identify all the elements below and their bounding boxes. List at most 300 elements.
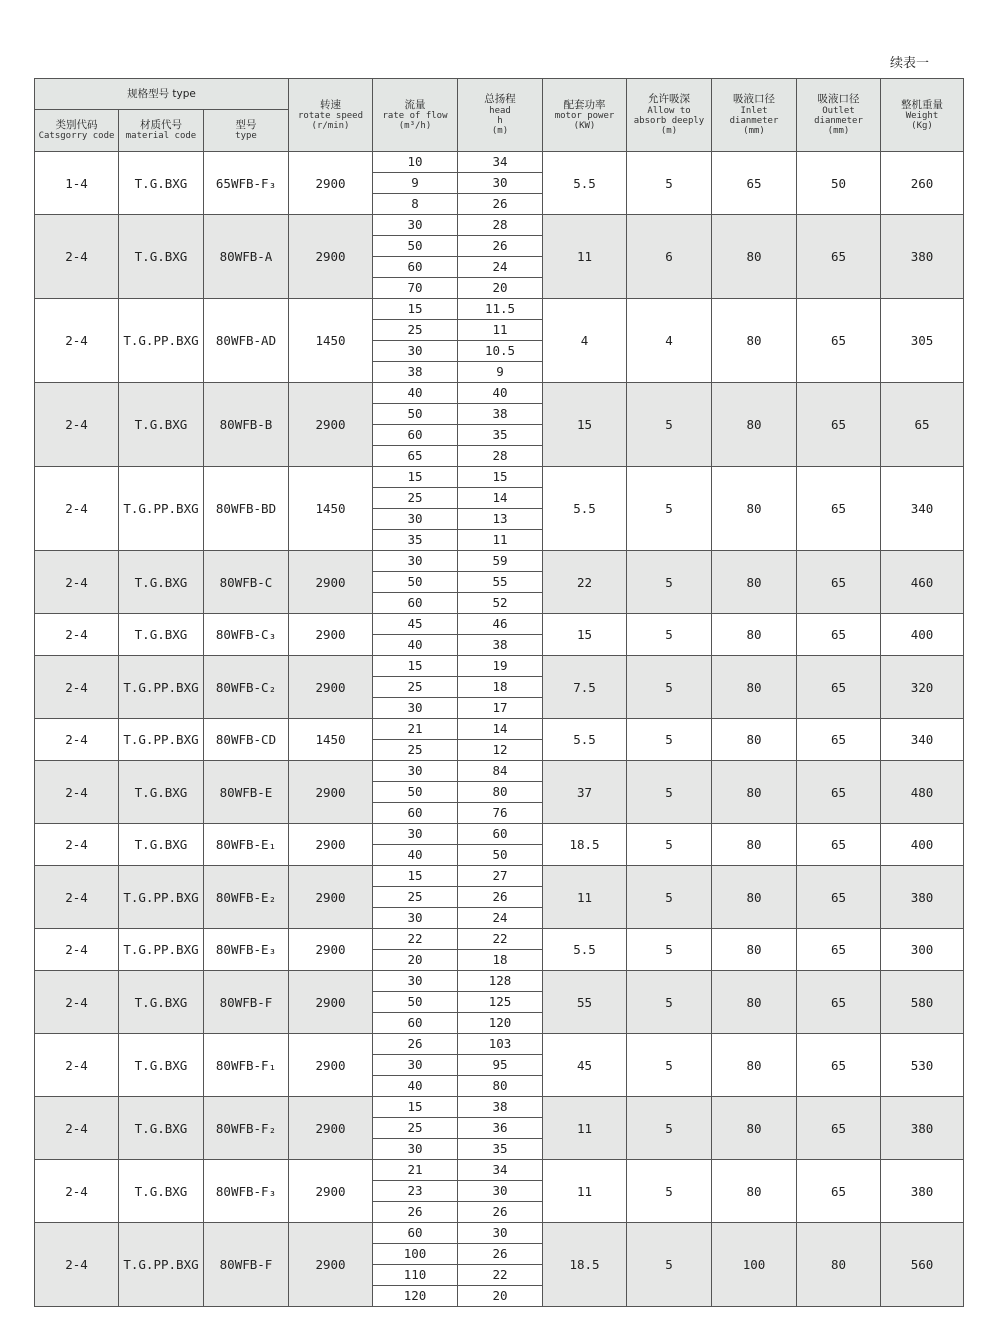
outlet-cell: 65 bbox=[797, 1160, 881, 1223]
flow-cell: 9 bbox=[373, 173, 458, 194]
head-cell: 95 bbox=[458, 1055, 543, 1076]
type-cell: 80WFB-A bbox=[204, 215, 289, 299]
speed-cell: 2900 bbox=[289, 866, 373, 929]
head-cell: 26 bbox=[458, 236, 543, 257]
speed-cell: 1450 bbox=[289, 719, 373, 761]
weight-cell: 260 bbox=[881, 152, 964, 215]
material-cell: T.G.PP.BXG bbox=[119, 719, 204, 761]
flow-cell: 10 bbox=[373, 152, 458, 173]
suction-cell: 5 bbox=[627, 1160, 712, 1223]
type-cell: 80WFB-F bbox=[204, 971, 289, 1034]
head-cell: 18 bbox=[458, 950, 543, 971]
flow-cell: 30 bbox=[373, 1055, 458, 1076]
flow-cell: 60 bbox=[373, 425, 458, 446]
category-cell: 2-4 bbox=[35, 215, 119, 299]
type-cell: 80WFB-BD bbox=[204, 467, 289, 551]
flow-cell: 15 bbox=[373, 866, 458, 887]
weight-header: 整机重量 Weight (Kg) bbox=[881, 79, 964, 152]
flow-cell: 15 bbox=[373, 299, 458, 320]
speed-cell: 1450 bbox=[289, 299, 373, 383]
material-header: 材质代号 material code bbox=[119, 110, 204, 152]
flow-cell: 21 bbox=[373, 719, 458, 740]
flow-cell: 30 bbox=[373, 551, 458, 572]
type-cell: 80WFB-B bbox=[204, 383, 289, 467]
category-cell: 2-4 bbox=[35, 971, 119, 1034]
flow-cell: 30 bbox=[373, 1139, 458, 1160]
head-cell: 11.5 bbox=[458, 299, 543, 320]
flow-cell: 40 bbox=[373, 845, 458, 866]
table-row bbox=[35, 467, 964, 488]
speed-cell: 2900 bbox=[289, 656, 373, 719]
type-cell: 80WFB-E₂ bbox=[204, 866, 289, 929]
inlet-cell: 80 bbox=[712, 656, 797, 719]
weight-cell: 580 bbox=[881, 971, 964, 1034]
head-cell: 35 bbox=[458, 425, 543, 446]
head-cell: 76 bbox=[458, 803, 543, 824]
flow-cell: 50 bbox=[373, 236, 458, 257]
table-row bbox=[35, 383, 964, 404]
power-cell: 5.5 bbox=[543, 467, 627, 551]
category-header: 类别代码 Catsgorry code bbox=[35, 110, 119, 152]
head-cell: 46 bbox=[458, 614, 543, 635]
head-cell: 38 bbox=[458, 1097, 543, 1118]
suction-cell: 5 bbox=[627, 614, 712, 656]
table-body bbox=[35, 152, 964, 1307]
head-cell: 20 bbox=[458, 1286, 543, 1307]
flow-cell: 60 bbox=[373, 803, 458, 824]
outlet-cell: 65 bbox=[797, 383, 881, 467]
flow-cell: 21 bbox=[373, 1160, 458, 1181]
type-cell: 80WFB-F₃ bbox=[204, 1160, 289, 1223]
flow-cell: 100 bbox=[373, 1244, 458, 1265]
table-row bbox=[35, 215, 964, 236]
flow-cell: 50 bbox=[373, 572, 458, 593]
flow-cell: 40 bbox=[373, 635, 458, 656]
power-cell: 15 bbox=[543, 383, 627, 467]
category-cell: 2-4 bbox=[35, 1160, 119, 1223]
head-cell: 30 bbox=[458, 1223, 543, 1244]
speed-cell: 2900 bbox=[289, 1160, 373, 1223]
speed-cell: 2900 bbox=[289, 824, 373, 866]
flow-cell: 35 bbox=[373, 530, 458, 551]
weight-cell: 380 bbox=[881, 215, 964, 299]
weight-cell: 400 bbox=[881, 614, 964, 656]
head-cell: 30 bbox=[458, 1181, 543, 1202]
type-cell: 80WFB-E₃ bbox=[204, 929, 289, 971]
outlet-header: 吸液口径 Outlet dianmeter (mm) bbox=[797, 79, 881, 152]
suction-cell: 5 bbox=[627, 656, 712, 719]
head-cell: 36 bbox=[458, 1118, 543, 1139]
type-cell: 80WFB-F bbox=[204, 1223, 289, 1307]
suction-cell: 5 bbox=[627, 824, 712, 866]
flow-cell: 25 bbox=[373, 320, 458, 341]
table-row bbox=[35, 824, 964, 845]
table-row bbox=[35, 929, 964, 950]
head-cell: 28 bbox=[458, 446, 543, 467]
category-cell: 1-4 bbox=[35, 152, 119, 215]
head-cell: 9 bbox=[458, 362, 543, 383]
outlet-cell: 65 bbox=[797, 299, 881, 383]
flow-cell: 70 bbox=[373, 278, 458, 299]
head-cell: 15 bbox=[458, 467, 543, 488]
inlet-header: 吸液口径 Inlet dianmeter (mm) bbox=[712, 79, 797, 152]
inlet-cell: 80 bbox=[712, 1034, 797, 1097]
flow-cell: 25 bbox=[373, 677, 458, 698]
weight-cell: 340 bbox=[881, 467, 964, 551]
suction-cell: 5 bbox=[627, 1223, 712, 1307]
inlet-cell: 80 bbox=[712, 467, 797, 551]
outlet-cell: 65 bbox=[797, 1034, 881, 1097]
flow-cell: 23 bbox=[373, 1181, 458, 1202]
inlet-cell: 100 bbox=[712, 1223, 797, 1307]
flow-cell: 25 bbox=[373, 887, 458, 908]
type-header: 型号 type bbox=[204, 110, 289, 152]
material-cell: T.G.BXG bbox=[119, 215, 204, 299]
outlet-cell: 80 bbox=[797, 1223, 881, 1307]
table-row bbox=[35, 1160, 964, 1181]
speed-cell: 2900 bbox=[289, 1097, 373, 1160]
power-cell: 4 bbox=[543, 299, 627, 383]
suction-cell: 5 bbox=[627, 719, 712, 761]
table-row bbox=[35, 1034, 964, 1055]
material-cell: T.G.BXG bbox=[119, 614, 204, 656]
head-cell: 80 bbox=[458, 1076, 543, 1097]
speed-cell: 2900 bbox=[289, 1223, 373, 1307]
head-cell: 22 bbox=[458, 929, 543, 950]
pump-spec-table bbox=[34, 78, 964, 1307]
material-cell: T.G.PP.BXG bbox=[119, 1223, 204, 1307]
material-cell: T.G.PP.BXG bbox=[119, 299, 204, 383]
flow-cell: 30 bbox=[373, 971, 458, 992]
head-cell: 34 bbox=[458, 152, 543, 173]
table-row bbox=[35, 299, 964, 320]
head-cell: 22 bbox=[458, 1265, 543, 1286]
spec-group-header: 规格型号 type bbox=[35, 79, 289, 110]
suction-cell: 5 bbox=[627, 866, 712, 929]
material-cell: T.G.BXG bbox=[119, 152, 204, 215]
flow-cell: 25 bbox=[373, 488, 458, 509]
speed-cell: 2900 bbox=[289, 614, 373, 656]
head-cell: 24 bbox=[458, 257, 543, 278]
power-cell: 5.5 bbox=[543, 929, 627, 971]
type-cell: 65WFB-F₃ bbox=[204, 152, 289, 215]
flow-cell: 40 bbox=[373, 383, 458, 404]
weight-cell: 480 bbox=[881, 761, 964, 824]
weight-cell: 305 bbox=[881, 299, 964, 383]
flow-cell: 50 bbox=[373, 404, 458, 425]
category-cell: 2-4 bbox=[35, 656, 119, 719]
speed-cell: 2900 bbox=[289, 551, 373, 614]
outlet-cell: 65 bbox=[797, 719, 881, 761]
material-cell: T.G.PP.BXG bbox=[119, 656, 204, 719]
table-row bbox=[35, 761, 964, 782]
head-cell: 11 bbox=[458, 320, 543, 341]
outlet-cell: 50 bbox=[797, 152, 881, 215]
flow-cell: 15 bbox=[373, 467, 458, 488]
category-cell: 2-4 bbox=[35, 719, 119, 761]
head-cell: 38 bbox=[458, 635, 543, 656]
flow-cell: 120 bbox=[373, 1286, 458, 1307]
inlet-cell: 80 bbox=[712, 215, 797, 299]
suction-header: 允许吸深 Allow to absorb deeply (m) bbox=[627, 79, 712, 152]
weight-cell: 560 bbox=[881, 1223, 964, 1307]
weight-cell: 400 bbox=[881, 824, 964, 866]
speed-cell: 2900 bbox=[289, 761, 373, 824]
head-cell: 80 bbox=[458, 782, 543, 803]
outlet-cell: 65 bbox=[797, 824, 881, 866]
material-cell: T.G.BXG bbox=[119, 1097, 204, 1160]
suction-cell: 5 bbox=[627, 467, 712, 551]
weight-cell: 380 bbox=[881, 866, 964, 929]
head-cell: 128 bbox=[458, 971, 543, 992]
head-cell: 55 bbox=[458, 572, 543, 593]
category-cell: 2-4 bbox=[35, 467, 119, 551]
flow-cell: 60 bbox=[373, 593, 458, 614]
category-cell: 2-4 bbox=[35, 1097, 119, 1160]
suction-cell: 5 bbox=[627, 761, 712, 824]
head-cell: 19 bbox=[458, 656, 543, 677]
flow-cell: 30 bbox=[373, 341, 458, 362]
speed-header: 转速 rotate speed (r/min) bbox=[289, 79, 373, 152]
head-cell: 26 bbox=[458, 1202, 543, 1223]
speed-cell: 2900 bbox=[289, 929, 373, 971]
power-cell: 18.5 bbox=[543, 824, 627, 866]
inlet-cell: 80 bbox=[712, 824, 797, 866]
head-cell: 40 bbox=[458, 383, 543, 404]
inlet-cell: 80 bbox=[712, 971, 797, 1034]
flow-cell: 45 bbox=[373, 614, 458, 635]
category-cell: 2-4 bbox=[35, 614, 119, 656]
head-cell: 34 bbox=[458, 1160, 543, 1181]
material-cell: T.G.BXG bbox=[119, 1034, 204, 1097]
power-cell: 37 bbox=[543, 761, 627, 824]
outlet-cell: 65 bbox=[797, 551, 881, 614]
power-cell: 11 bbox=[543, 1097, 627, 1160]
category-cell: 2-4 bbox=[35, 824, 119, 866]
flow-cell: 60 bbox=[373, 257, 458, 278]
power-cell: 11 bbox=[543, 215, 627, 299]
power-cell: 5.5 bbox=[543, 152, 627, 215]
head-cell: 18 bbox=[458, 677, 543, 698]
flow-cell: 15 bbox=[373, 656, 458, 677]
head-cell: 120 bbox=[458, 1013, 543, 1034]
flow-cell: 40 bbox=[373, 1076, 458, 1097]
head-cell: 10.5 bbox=[458, 341, 543, 362]
material-cell: T.G.BXG bbox=[119, 1160, 204, 1223]
head-cell: 27 bbox=[458, 866, 543, 887]
type-cell: 80WFB-E bbox=[204, 761, 289, 824]
flow-cell: 30 bbox=[373, 824, 458, 845]
inlet-cell: 80 bbox=[712, 929, 797, 971]
inlet-cell: 80 bbox=[712, 1160, 797, 1223]
suction-cell: 4 bbox=[627, 299, 712, 383]
outlet-cell: 65 bbox=[797, 971, 881, 1034]
speed-cell: 2900 bbox=[289, 215, 373, 299]
head-cell: 20 bbox=[458, 278, 543, 299]
outlet-cell: 65 bbox=[797, 215, 881, 299]
head-cell: 38 bbox=[458, 404, 543, 425]
material-cell: T.G.BXG bbox=[119, 824, 204, 866]
table-row bbox=[35, 152, 964, 173]
power-cell: 55 bbox=[543, 971, 627, 1034]
type-cell: 80WFB-F₁ bbox=[204, 1034, 289, 1097]
head-cell: 26 bbox=[458, 194, 543, 215]
head-cell: 60 bbox=[458, 824, 543, 845]
material-cell: T.G.BXG bbox=[119, 551, 204, 614]
speed-cell: 2900 bbox=[289, 383, 373, 467]
power-cell: 11 bbox=[543, 866, 627, 929]
inlet-cell: 80 bbox=[712, 761, 797, 824]
table-row bbox=[35, 719, 964, 740]
suction-cell: 5 bbox=[627, 383, 712, 467]
head-cell: 17 bbox=[458, 698, 543, 719]
suction-cell: 6 bbox=[627, 215, 712, 299]
head-cell: 28 bbox=[458, 215, 543, 236]
outlet-cell: 65 bbox=[797, 761, 881, 824]
head-cell: 103 bbox=[458, 1034, 543, 1055]
material-cell: T.G.PP.BXG bbox=[119, 866, 204, 929]
power-header: 配套功率 motor power (KW) bbox=[543, 79, 627, 152]
table-row bbox=[35, 614, 964, 635]
head-cell: 24 bbox=[458, 908, 543, 929]
weight-cell: 320 bbox=[881, 656, 964, 719]
flow-cell: 26 bbox=[373, 1034, 458, 1055]
head-cell: 26 bbox=[458, 1244, 543, 1265]
head-cell: 125 bbox=[458, 992, 543, 1013]
flow-cell: 15 bbox=[373, 1097, 458, 1118]
power-cell: 5.5 bbox=[543, 719, 627, 761]
flow-cell: 30 bbox=[373, 215, 458, 236]
flow-cell: 60 bbox=[373, 1013, 458, 1034]
flow-cell: 20 bbox=[373, 950, 458, 971]
outlet-cell: 65 bbox=[797, 614, 881, 656]
weight-cell: 460 bbox=[881, 551, 964, 614]
inlet-cell: 80 bbox=[712, 299, 797, 383]
table-row bbox=[35, 971, 964, 992]
type-cell: 80WFB-AD bbox=[204, 299, 289, 383]
flow-cell: 22 bbox=[373, 929, 458, 950]
category-cell: 2-4 bbox=[35, 761, 119, 824]
type-cell: 80WFB-E₁ bbox=[204, 824, 289, 866]
outlet-cell: 65 bbox=[797, 866, 881, 929]
suction-cell: 5 bbox=[627, 1034, 712, 1097]
head-cell: 11 bbox=[458, 530, 543, 551]
suction-cell: 5 bbox=[627, 551, 712, 614]
flow-cell: 50 bbox=[373, 782, 458, 803]
power-cell: 18.5 bbox=[543, 1223, 627, 1307]
material-cell: T.G.BXG bbox=[119, 971, 204, 1034]
flow-cell: 30 bbox=[373, 908, 458, 929]
speed-cell: 2900 bbox=[289, 1034, 373, 1097]
inlet-cell: 80 bbox=[712, 1097, 797, 1160]
head-cell: 59 bbox=[458, 551, 543, 572]
category-cell: 2-4 bbox=[35, 383, 119, 467]
weight-cell: 530 bbox=[881, 1034, 964, 1097]
power-cell: 7.5 bbox=[543, 656, 627, 719]
type-cell: 80WFB-C bbox=[204, 551, 289, 614]
category-cell: 2-4 bbox=[35, 866, 119, 929]
weight-cell: 380 bbox=[881, 1160, 964, 1223]
head-cell: 52 bbox=[458, 593, 543, 614]
head-header: 总扬程 head h (m) bbox=[458, 79, 543, 152]
table-row bbox=[35, 1097, 964, 1118]
table-header bbox=[35, 79, 964, 152]
head-cell: 84 bbox=[458, 761, 543, 782]
inlet-cell: 80 bbox=[712, 614, 797, 656]
table-row bbox=[35, 551, 964, 572]
flow-cell: 25 bbox=[373, 740, 458, 761]
continued-label: 续表一 bbox=[890, 56, 930, 71]
type-cell: 80WFB-CD bbox=[204, 719, 289, 761]
head-cell: 13 bbox=[458, 509, 543, 530]
inlet-cell: 80 bbox=[712, 866, 797, 929]
inlet-cell: 65 bbox=[712, 152, 797, 215]
speed-cell: 2900 bbox=[289, 971, 373, 1034]
outlet-cell: 65 bbox=[797, 467, 881, 551]
head-cell: 50 bbox=[458, 845, 543, 866]
suction-cell: 5 bbox=[627, 152, 712, 215]
weight-cell: 300 bbox=[881, 929, 964, 971]
power-cell: 11 bbox=[543, 1160, 627, 1223]
head-cell: 35 bbox=[458, 1139, 543, 1160]
speed-cell: 1450 bbox=[289, 467, 373, 551]
material-cell: T.G.BXG bbox=[119, 761, 204, 824]
table-row bbox=[35, 656, 964, 677]
flow-cell: 38 bbox=[373, 362, 458, 383]
power-cell: 15 bbox=[543, 614, 627, 656]
outlet-cell: 65 bbox=[797, 1097, 881, 1160]
inlet-cell: 80 bbox=[712, 719, 797, 761]
flow-cell: 30 bbox=[373, 698, 458, 719]
flow-cell: 50 bbox=[373, 992, 458, 1013]
flow-cell: 110 bbox=[373, 1265, 458, 1286]
suction-cell: 5 bbox=[627, 1097, 712, 1160]
category-cell: 2-4 bbox=[35, 551, 119, 614]
type-cell: 80WFB-F₂ bbox=[204, 1097, 289, 1160]
table-row bbox=[35, 866, 964, 887]
flow-cell: 8 bbox=[373, 194, 458, 215]
head-cell: 14 bbox=[458, 488, 543, 509]
material-cell: T.G.BXG bbox=[119, 383, 204, 467]
flow-cell: 65 bbox=[373, 446, 458, 467]
flow-header: 流量 rate of flow (m³/h) bbox=[373, 79, 458, 152]
material-cell: T.G.PP.BXG bbox=[119, 467, 204, 551]
outlet-cell: 65 bbox=[797, 929, 881, 971]
category-cell: 2-4 bbox=[35, 1223, 119, 1307]
outlet-cell: 65 bbox=[797, 656, 881, 719]
flow-cell: 30 bbox=[373, 509, 458, 530]
weight-cell: 380 bbox=[881, 1097, 964, 1160]
category-cell: 2-4 bbox=[35, 299, 119, 383]
speed-cell: 2900 bbox=[289, 152, 373, 215]
suction-cell: 5 bbox=[627, 971, 712, 1034]
type-cell: 80WFB-C₃ bbox=[204, 614, 289, 656]
flow-cell: 26 bbox=[373, 1202, 458, 1223]
type-cell: 80WFB-C₂ bbox=[204, 656, 289, 719]
suction-cell: 5 bbox=[627, 929, 712, 971]
power-cell: 45 bbox=[543, 1034, 627, 1097]
inlet-cell: 80 bbox=[712, 383, 797, 467]
category-cell: 2-4 bbox=[35, 1034, 119, 1097]
flow-cell: 30 bbox=[373, 761, 458, 782]
material-cell: T.G.PP.BXG bbox=[119, 929, 204, 971]
inlet-cell: 80 bbox=[712, 551, 797, 614]
category-cell: 2-4 bbox=[35, 929, 119, 971]
table-row bbox=[35, 1223, 964, 1244]
head-cell: 14 bbox=[458, 719, 543, 740]
flow-cell: 60 bbox=[373, 1223, 458, 1244]
power-cell: 22 bbox=[543, 551, 627, 614]
